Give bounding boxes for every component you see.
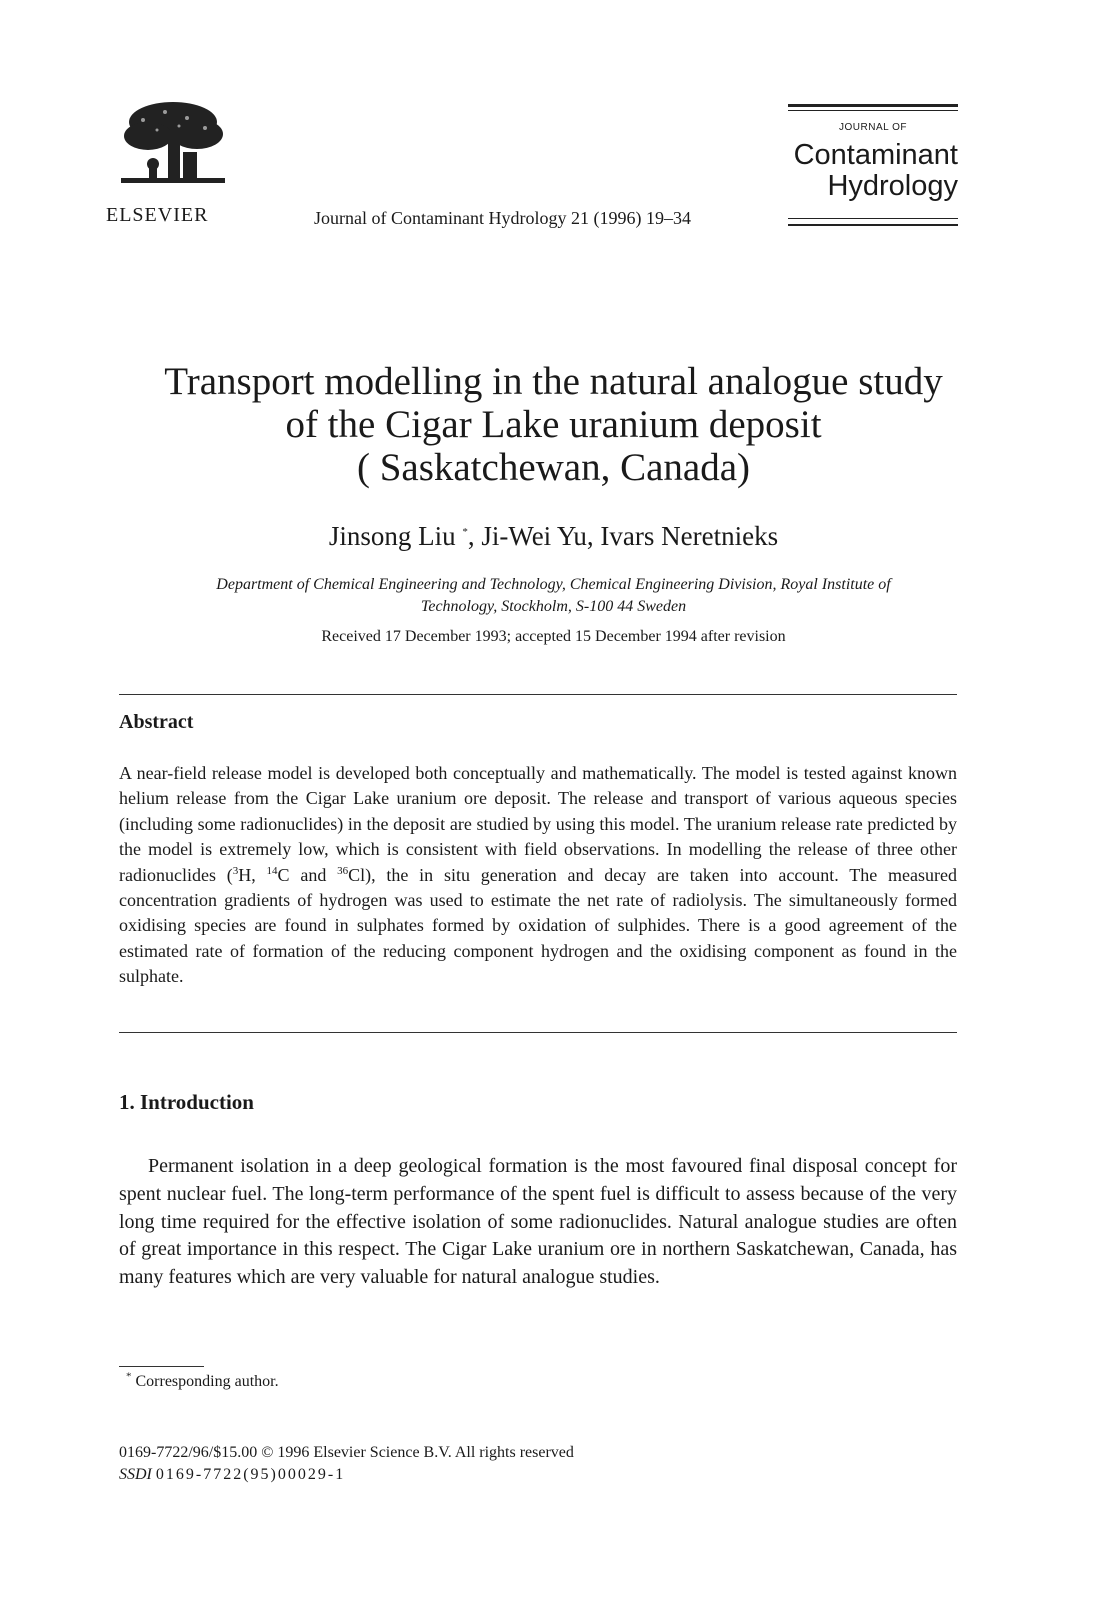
journal-name (794, 140, 958, 202)
journal-masthead (788, 100, 958, 235)
author-rest: , Ji-Wei Yu, Ivars Neretnieks (467, 521, 779, 551)
ssdi-line (119, 1466, 345, 1484)
footnote-rule (119, 1366, 204, 1367)
elsevier-tree-logo (113, 100, 231, 190)
introduction-paragraph: Permanent isolation in a deep geological formation is the most favoured final disposal concept for spent nuclear fuel. The long-term performance of the spent fuel is difficult to assess because of the very long time required for the effective isolation of some radionuclides. Natural analogue studies are often of great importance in this respect. The Cigar Lake uranium ore in northern Saskatchewan, Canada, has many features which are very valuable for natural analogue studies. (119, 1155, 957, 1289)
ssdi-label: SSDI (119, 1466, 152, 1483)
affiliation (100, 574, 1007, 618)
abstract-text-2: Cl), the in situ generation and decay are taken into account. The measured concentration gradients of hydrogen was used to estimate the net rate of radiolysis. The simultaneously formed oxidising species are found in sulphates formed by oxidation of sulphides. There is a good agreement of the estimated rate of formation of the reducing component hydrogen and the oxidising component as found in the sulphate. (119, 864, 958, 987)
received-dates: Received 17 December 1993; accepted 15 December 1994 after revision (321, 628, 786, 645)
title-line-1: Transport modelling in the natural analogue study (164, 360, 943, 403)
sup-3: 3 (232, 864, 239, 877)
section-heading-introduction: 1. Introduction (119, 1090, 254, 1114)
sup-36: 36 (337, 864, 349, 877)
journal-name-line2: Hydrology (827, 170, 958, 202)
abstract-text-h: H, (238, 864, 267, 885)
sup-14: 14 (266, 864, 278, 877)
article-title (100, 360, 1007, 489)
journal-of-label: JOURNAL OF (839, 122, 907, 133)
masthead-rule-bottom (788, 218, 958, 219)
affiliation-line-2: Technology, Stockholm, S-100 44 Sweden (420, 598, 687, 615)
publisher-name: ELSEVIER (106, 204, 209, 226)
masthead-rule-bottom-thick (788, 224, 958, 226)
ssdi-code: 0169-7722(95)00029-1 (155, 1466, 346, 1483)
author-first: Jinsong Liu (328, 521, 456, 551)
abstract-body (119, 761, 957, 990)
abstract-text-1: A near-field release model is developed both conceptually and mathematically. The model is tested against known helium release from the Cigar Lake uranium ore deposit. The release and transport of various aqueous species (including some radionuclides) in the deposit are studied by using this model. The uranium release rate predicted by the model is extremely low, which is consistent with field observations. In modelling the release of three other radionuclides ( (119, 763, 957, 885)
footnote (126, 1370, 279, 1391)
footnote-text: Corresponding author. (131, 1373, 279, 1390)
title-line-2: of the Cigar Lake uranium deposit (285, 403, 822, 446)
corresponding-author-mark[interactable]: * (462, 526, 468, 538)
copyright-line: 0169-7722/96/$15.00 © 1996 Elsevier Science B.V. All rights reserved (119, 1444, 574, 1461)
masthead-rule-top (788, 104, 958, 107)
abstract-text-c: C and (277, 864, 338, 885)
footnote-mark: * (126, 1370, 132, 1383)
abstract-rule-bottom (119, 1032, 957, 1033)
journal-name-line1: Contaminant (793, 139, 958, 171)
affiliation-line-1: Department of Chemical Engineering and Technology, Chemical Engineering Division, Royal Institute of (216, 576, 891, 593)
abstract-heading: Abstract (119, 711, 194, 733)
masthead-rule-top-thin (788, 110, 958, 111)
abstract-rule-top (119, 694, 957, 695)
journal-citation: Journal of Contaminant Hydrology 21 (1996) 19–34 (314, 208, 691, 228)
author-list (100, 521, 1007, 552)
title-line-3: ( Saskatchewan, Canada) (356, 446, 751, 489)
